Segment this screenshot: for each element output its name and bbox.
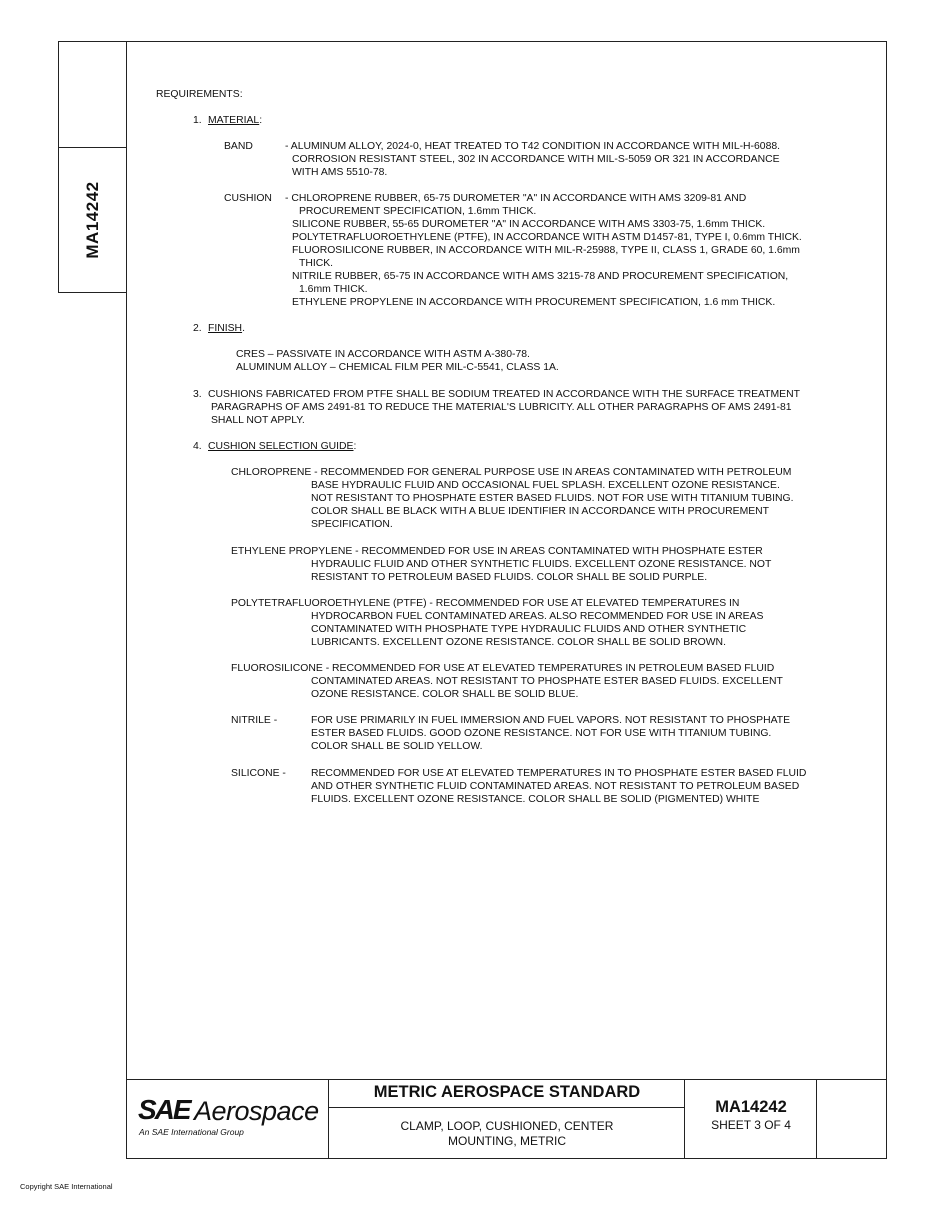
material-heading: MATERIAL [208, 115, 260, 126]
ptfe-note-line: PARAGRAPHS OF AMS 2491-81 TO REDUCE THE MATERIAL'S LUBRICITY. ALL OTHER PARAGRAPHS OF AMS 2491-81 [211, 402, 792, 413]
chloroprene-line: SPECIFICATION. [311, 519, 393, 530]
side-tab-divider [59, 147, 126, 148]
chloroprene-line: COLOR SHALL BE BLACK WITH A BLUE IDENTIFIER IN ACCORDANCE WITH PROCUREMENT [311, 506, 770, 517]
material-number: 1. [193, 115, 202, 126]
ptfe-line: HYDROCARBON FUEL CONTAMINATED AREAS. ALSO RECOMMENDED FOR USE IN AREAS [311, 611, 764, 622]
ethylene-line: ETHYLENE PROPYLENE - RECOMMENDED FOR USE IN AREAS CONTAMINATED WITH PHOSPHATE ESTER [231, 546, 763, 557]
part-description-line: MOUNTING, METRIC [448, 1134, 566, 1148]
cushion-line: NITRILE RUBBER, 65-75 IN ACCORDANCE WITH AMS 3215-78 AND PROCUREMENT SPECIFICATION, [292, 271, 789, 282]
requirements-heading: REQUIREMENTS: [156, 89, 243, 100]
finish-line: CRES – PASSIVATE IN ACCORDANCE WITH ASTM A-380-78. [236, 349, 530, 360]
finish-line: ALUMINUM ALLOY – CHEMICAL FILM PER MIL-C-5541, CLASS 1A. [236, 362, 559, 373]
ptfe-line: LUBRICANTS. EXCELLENT OZONE RESISTANCE. COLOR SHALL BE SOLID BROWN. [311, 637, 726, 648]
cushion-line: 1.6mm THICK. [299, 284, 368, 295]
guide-number: 4. [193, 441, 202, 452]
nitrile-line: FOR USE PRIMARILY IN FUEL IMMERSION AND FUEL VAPORS. NOT RESISTANT TO PHOSPHATE [311, 715, 791, 726]
chloroprene-line: NOT RESISTANT TO PHOSPHATE ESTER BASED FLUIDS. NOT FOR USE WITH TITANIUM TUBING. [311, 493, 794, 504]
title-block-divider [684, 1080, 685, 1159]
cushion-line: FLUOROSILICONE RUBBER, IN ACCORDANCE WITH MIL-R-25988, TYPE II, CLASS 1, GRADE 60, 1.6mm [292, 245, 800, 256]
fluorosilicone-line: CONTAMINATED AREAS. NOT RESISTANT TO PHOSPHATE ESTER BASED FLUIDS. EXCELLENT [311, 676, 783, 687]
ptfe-line: CONTAMINATED WITH PHOSPHATE TYPE HYDRAULIC FLUIDS AND OTHER SYNTHETIC [311, 624, 747, 635]
ptfe-note-number: 3. [193, 389, 202, 400]
side-tab-doc-code: MA14242 [83, 181, 102, 259]
logo-word: Aerospace [194, 1096, 319, 1126]
nitrile-line: COLOR SHALL BE SOLID YELLOW. [311, 741, 483, 752]
copyright-notice: Copyright SAE International [20, 1182, 113, 1191]
cushion-line: THICK. [299, 258, 334, 269]
guide-heading: CUSHION SELECTION GUIDE [208, 441, 354, 452]
title-block-divider [816, 1080, 817, 1159]
cushion-label: CUSHION [224, 193, 272, 204]
guide-heading-suffix: : [353, 441, 357, 452]
silicone-line: RECOMMENDED FOR USE AT ELEVATED TEMPERATURES IN TO PHOSPHATE ESTER BASED FLUID [311, 768, 807, 779]
chloroprene-line: BASE HYDRAULIC FLUID AND OCCASIONAL FUEL SPLASH. EXCELLENT OZONE RESISTANCE. [311, 480, 780, 491]
sae-aerospace-logo [138, 1094, 328, 1144]
nitrile-line: ESTER BASED FLUIDS. GOOD OZONE RESISTANCE. NOT FOR USE WITH TITANIUM TUBING. [311, 728, 772, 739]
title-block-divider [328, 1080, 329, 1159]
ptfe-note-line: SHALL NOT APPLY. [211, 415, 305, 426]
band-label: BAND [224, 141, 253, 152]
ethylene-line: HYDRAULIC FLUID AND OTHER SYNTHETIC FLUIDS. EXCELLENT OZONE RESISTANCE. NOT [311, 559, 772, 570]
cushion-line: - CHLOROPRENE RUBBER, 65-75 DUROMETER "A" IN ACCORDANCE WITH AMS 3209-81 AND [285, 193, 747, 204]
standard-title: METRIC AEROSPACE STANDARD [373, 1083, 641, 1101]
logo-subtitle: An SAE International Group [139, 1127, 244, 1137]
material-heading-suffix: : [259, 115, 263, 126]
cushion-line: POLYTETRAFLUOROETHYLENE (PTFE), IN ACCORDANCE WITH ASTM D1457-81, TYPE I, 0.6mm THICK. [292, 232, 802, 243]
logo-brand: SAE [138, 1094, 190, 1125]
title-block-rule [328, 1107, 684, 1108]
silicone-line: FLUIDS. EXCELLENT OZONE RESISTANCE. COLOR SHALL BE SOLID (PIGMENTED) WHITE [311, 794, 760, 805]
band-line: - ALUMINUM ALLOY, 2024-0, HEAT TREATED TO T42 CONDITION IN ACCORDANCE WITH MIL-H-6088. [285, 141, 781, 152]
document-number: MA14242 [715, 1098, 787, 1116]
cushion-line: PROCUREMENT SPECIFICATION, 1.6mm THICK. [299, 206, 537, 217]
material-heading-wrap [208, 114, 262, 127]
ptfe-line: POLYTETRAFLUOROETHYLENE (PTFE) - RECOMMENDED FOR USE AT ELEVATED TEMPERATURES IN [231, 598, 740, 609]
ethylene-line: RESISTANT TO PETROLEUM BASED FLUIDS. COLOR SHALL BE SOLID PURPLE. [311, 572, 708, 583]
fluorosilicone-line: FLUOROSILICONE - RECOMMENDED FOR USE AT ELEVATED TEMPERATURES IN PETROLEUM BASED FLUID [231, 663, 775, 674]
band-line: CORROSION RESISTANT STEEL, 302 IN ACCORDANCE WITH MIL-S-5059 OR 321 IN ACCORDANCE [292, 154, 780, 165]
finish-heading: FINISH [208, 323, 243, 334]
ptfe-note-line: CUSHIONS FABRICATED FROM PTFE SHALL BE SODIUM TREATED IN ACCORDANCE WITH THE SURFACE TREATMENT [208, 389, 800, 400]
band-line: WITH AMS 5510-78. [292, 167, 388, 178]
finish-heading-suffix: . [242, 323, 245, 334]
silicone-line: AND OTHER SYNTHETIC FLUID CONTAMINATED AREAS. NOT RESISTANT TO PETROLEUM BASED [311, 781, 800, 792]
fluorosilicone-line: OZONE RESISTANCE. COLOR SHALL BE SOLID BLUE. [311, 689, 579, 700]
chloroprene-line: CHLOROPRENE - RECOMMENDED FOR GENERAL PURPOSE USE IN AREAS CONTAMINATED WITH PETROLEUM [231, 467, 792, 478]
cushion-line: SILICONE RUBBER, 55-65 DUROMETER "A" IN ACCORDANCE WITH AMS 3303-75, 1.6mm THICK. [292, 219, 766, 230]
guide-heading-wrap [208, 440, 356, 453]
nitrile-label: NITRILE - [231, 715, 278, 726]
sheet-number: SHEET 3 OF 4 [711, 1118, 791, 1132]
silicone-label: SILICONE - [231, 768, 286, 779]
side-tab [58, 41, 126, 293]
cushion-line: ETHYLENE PROPYLENE IN ACCORDANCE WITH PROCUREMENT SPECIFICATION, 1.6 mm THICK. [292, 297, 776, 308]
finish-heading-wrap [208, 322, 245, 335]
part-description [330, 1119, 684, 1149]
part-description-line: CLAMP, LOOP, CUSHIONED, CENTER [400, 1119, 614, 1133]
finish-number: 2. [193, 323, 202, 334]
